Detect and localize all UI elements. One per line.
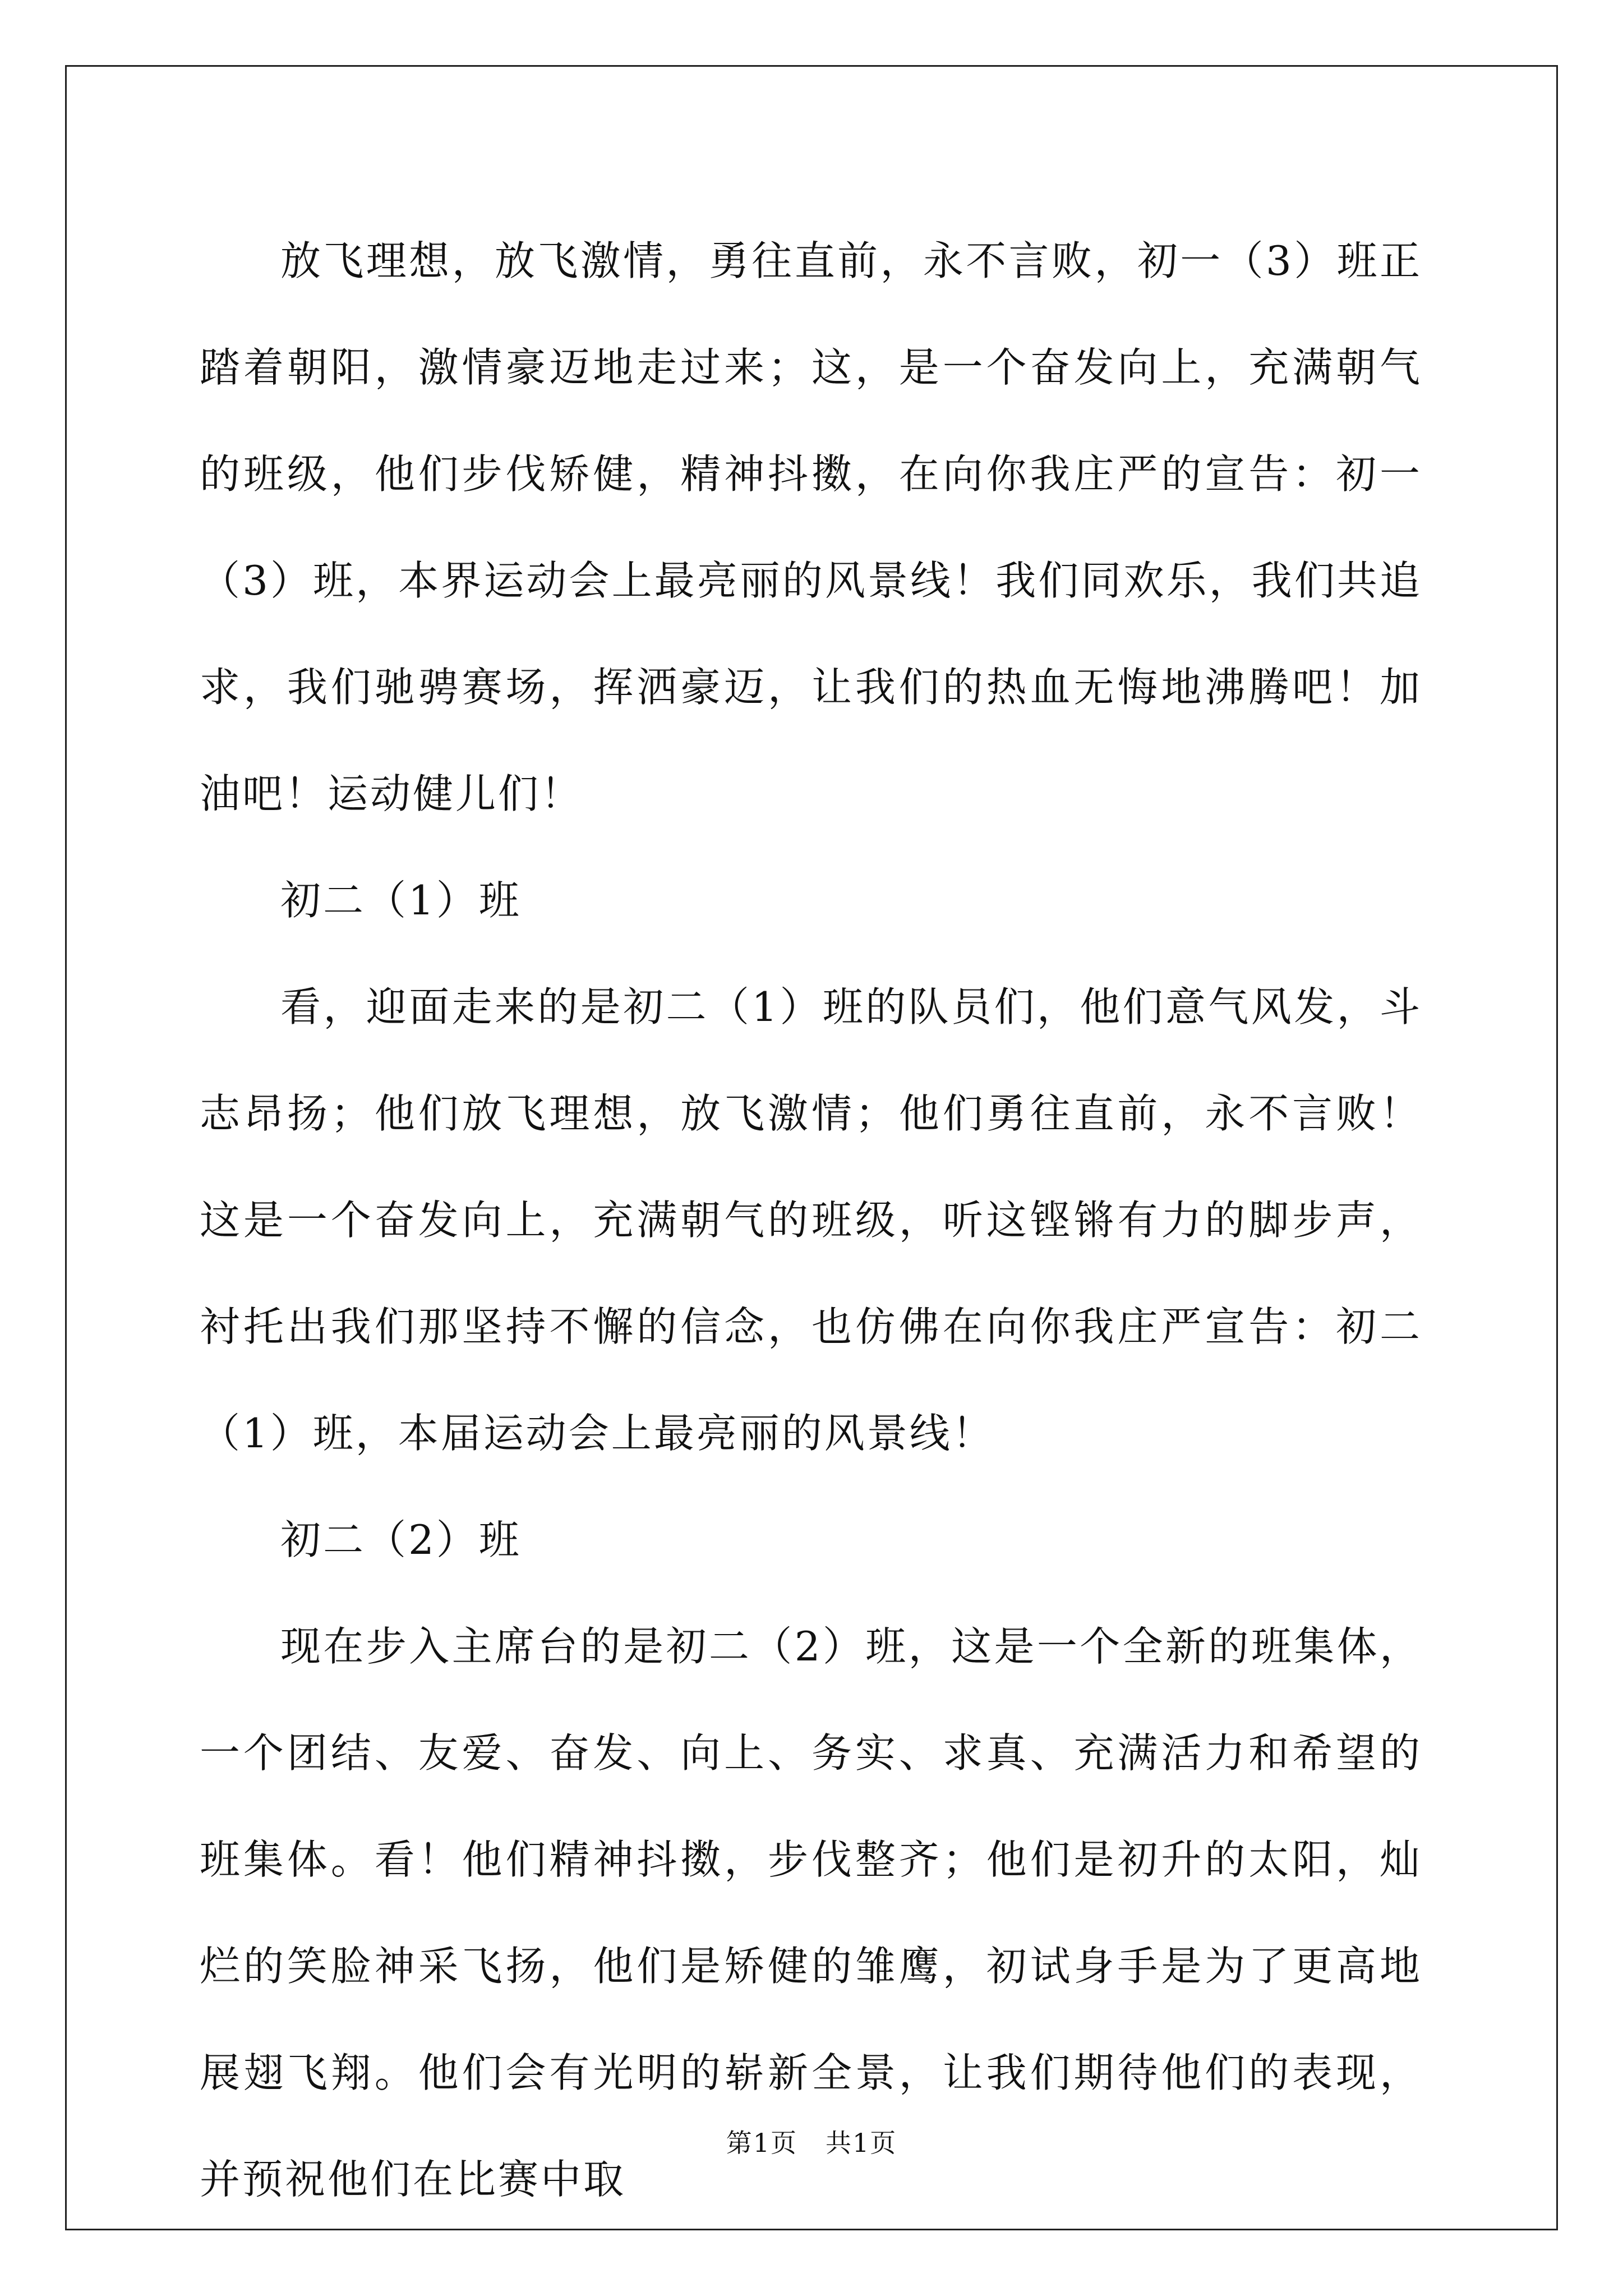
heading-class-2-1: 初二（1）班 (280, 877, 522, 924)
paragraph-class-1-3-intro: 放飞理想，放飞激情，勇往直前，永不言败，初一（3）班正踏着朝阳，激情豪迈地走过来；这，是一个奋发向上，充满朝气的班级，他们步伐矫健，精神抖擞，在向你我庄严的宣告：初一（3）班，本界运动会上最亮丽的风景线！我们同欢乐，我们共追求，我们驰骋赛场，挥洒豪迈，让我们的热血无悔地沸腾吧！加油吧！运动健儿们！ (200, 237, 1422, 817)
document-body (200, 208, 1422, 2233)
paragraph-class-2-2: 现在步入主席台的是初二（2）班，这是一个全新的班集体，一个团结、友爱、奋发、向上、务实、求真、充满活力和希望的班集体。看！他们精神抖擞，步伐整齐；他们是初升的太阳，灿烂的笑脸神采飞扬，他们是矫健的雏鹰，初试身手是为了更高地展翅飞翔。他们会有光明的崭新全景，让我们期待他们的表现，并预祝他们在比赛中取 (200, 1623, 1422, 2203)
page-total: 共1页 (825, 2128, 897, 2158)
heading-class-2-2: 初二（2）班 (280, 1516, 522, 1563)
paragraph-class-2-1: 看，迎面走来的是初二（1）班的队员们，他们意气风发，斗志昂扬；他们放飞理想，放飞激情；他们勇往直前，永不言败！这是一个奋发向上，充满朝气的班级，听这铿锵有力的脚步声，衬托出我们那坚持不懈的信念，也仿佛在向你我庄严宣告：初二（1）班，本届运动会上最亮丽的风景线！ (200, 983, 1422, 1457)
page-number: 第1页 (726, 2128, 798, 2158)
page-footer (0, 2126, 1623, 2160)
